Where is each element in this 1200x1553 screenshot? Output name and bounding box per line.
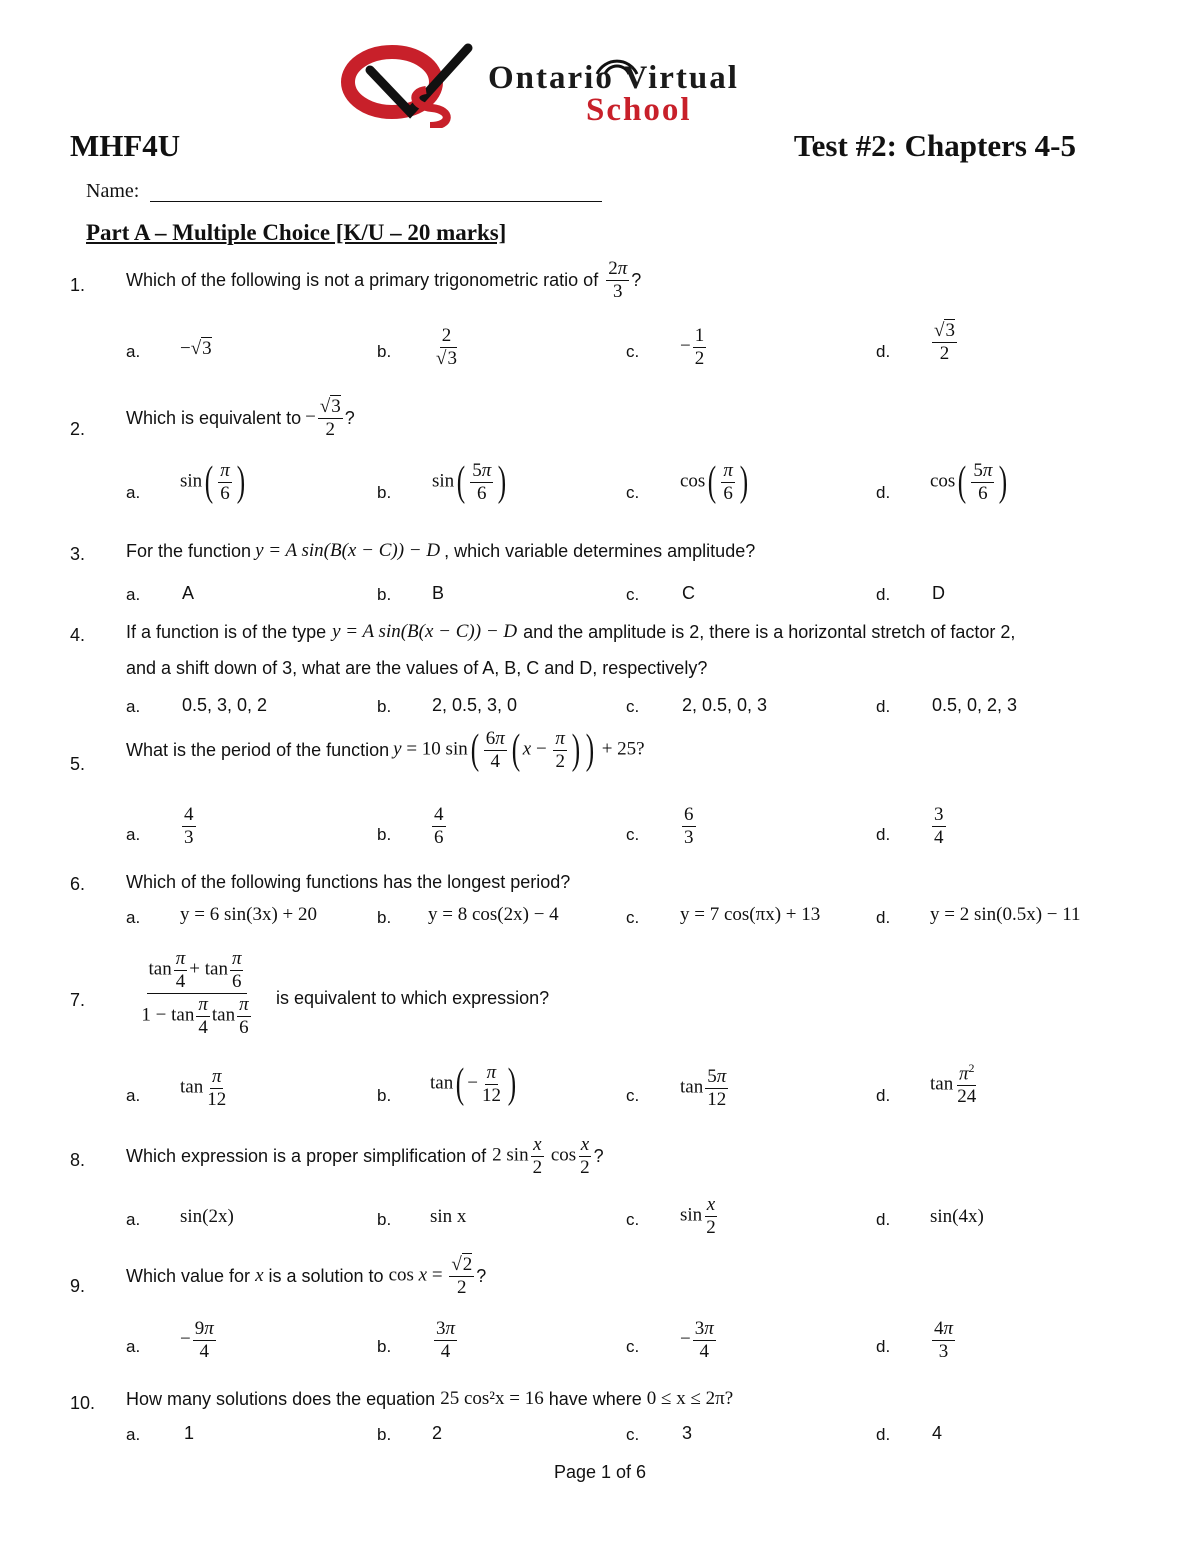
question-tail: ? xyxy=(344,407,355,428)
option-letter: a. xyxy=(126,1086,141,1105)
option-letter: c. xyxy=(626,908,640,927)
option-letter: a. xyxy=(126,825,141,844)
option-d[interactable]: $\frac{√3}{2}$ xyxy=(934,320,955,364)
question-math: − $\frac{√3}{2}$ xyxy=(305,396,341,440)
option-letter: a. xyxy=(126,1210,141,1229)
option-b[interactable]: $\frac{3\pi}{4}$ xyxy=(436,1318,456,1362)
option-a[interactable]: sin( $\frac{\pi}{6}$ ) xyxy=(180,459,245,506)
option-c[interactable]: C xyxy=(682,583,695,603)
option-letter: c. xyxy=(626,697,640,716)
question-number: 5. xyxy=(70,754,86,774)
option-letter: a. xyxy=(126,342,141,361)
ovs-logo-mark-icon xyxy=(340,42,490,128)
option-letter: d. xyxy=(876,825,891,844)
question-text: If a function is of the type xyxy=(126,621,327,642)
question-text: Which of the following is not a primary trigonometric ratio of xyxy=(126,269,599,290)
option-b[interactable]: $\frac{4}{6}$ xyxy=(434,804,444,848)
option-a[interactable]: A xyxy=(182,583,195,603)
option-a[interactable]: sin(2x) xyxy=(180,1206,234,1227)
option-d[interactable]: D xyxy=(932,583,945,603)
question-text: and the amplitude is 2, there is a horizontal stretch of factor 2, xyxy=(523,621,1016,642)
option-b[interactable]: $\frac{2}{√3}$ xyxy=(436,325,457,369)
question-9 xyxy=(126,1254,486,1299)
question-number: 4. xyxy=(70,625,86,645)
school-logo xyxy=(340,42,860,128)
option-c[interactable]: − $\frac{3\pi}{4}$ xyxy=(680,1318,714,1362)
test-title: Test #2: Chapters 4-5 xyxy=(793,128,1076,163)
question-1 xyxy=(126,258,641,303)
option-b[interactable]: tan( − $\frac{\pi}{12}$ ) xyxy=(430,1061,517,1108)
option-d[interactable]: cos( $\frac{5\pi}{6}$ ) xyxy=(930,459,1008,506)
option-letter: c. xyxy=(626,1425,640,1444)
option-a[interactable]: 0.5, 3, 0, 2 xyxy=(182,695,268,715)
question-text: Which is equivalent to xyxy=(126,407,302,428)
option-letter: c. xyxy=(626,1086,640,1105)
option-letter: b. xyxy=(377,342,392,361)
question-text: have where xyxy=(548,1388,642,1409)
option-a[interactable]: −√3 xyxy=(180,338,212,359)
question-math: cos x = $\frac{√2}{2}$ xyxy=(388,1254,473,1298)
page-number: Page 1 of 6 xyxy=(553,1462,647,1482)
option-letter: b. xyxy=(377,908,392,927)
option-d[interactable]: y = 2 sin(0.5x) − 11 xyxy=(930,904,1081,925)
question-math: $\frac{2\pi}{3}$ xyxy=(608,258,628,302)
option-c[interactable]: y = 7 cos(πx) + 13 xyxy=(680,904,821,925)
option-letter: c. xyxy=(626,483,640,502)
part-heading: Part A – Multiple Choice [K/U – 20 marks] xyxy=(86,220,507,245)
option-c[interactable]: tan $\frac{5\pi}{12}$ xyxy=(680,1066,727,1110)
question-math: 2 sin $\frac{x}{2}$ cos $\frac{x}{2}$ xyxy=(492,1134,590,1178)
option-letter: a. xyxy=(126,908,141,927)
option-b[interactable]: 2 xyxy=(432,1423,443,1443)
option-letter: b. xyxy=(377,697,392,716)
option-a[interactable]: − $\frac{9\pi}{4}$ xyxy=(180,1318,214,1362)
question-text: is equivalent to which expression? xyxy=(276,988,550,1008)
option-d[interactable]: 0.5, 0, 2, 3 xyxy=(932,695,1018,715)
fraction-numerator: tan $\frac{\pi}{4}$ + tan $\frac{\pi}{6}$ xyxy=(147,948,248,994)
option-letter: b. xyxy=(377,1210,392,1229)
question-text: What is the period of the function xyxy=(126,739,390,760)
question-number: 8. xyxy=(70,1150,86,1170)
option-a[interactable]: 1 xyxy=(184,1423,195,1443)
question-3 xyxy=(126,540,755,562)
question-math: y = 10 sin( $\frac{6\pi}{4}$ ( x − $\frac{\pi}{2}$ ) ) + 25? xyxy=(393,727,645,774)
question-tail: ? xyxy=(631,269,642,290)
question-text: For the function xyxy=(126,540,252,561)
question-number: 2. xyxy=(70,419,86,439)
question-math: y = A sin(B(x − C)) − D xyxy=(332,621,518,642)
question-2 xyxy=(126,396,355,441)
option-letter: b. xyxy=(377,825,392,844)
question-6: Which of the following functions has the longest period? xyxy=(126,872,571,892)
option-a[interactable]: y = 6 sin(3x) + 20 xyxy=(180,904,318,925)
option-letter: c. xyxy=(626,585,640,604)
option-letter: d. xyxy=(876,1337,891,1356)
question-number: 7. xyxy=(70,990,86,1010)
option-c[interactable]: $\frac{6}{3}$ xyxy=(684,804,694,848)
question-math: 25 cos²x = 16 xyxy=(440,1388,544,1409)
option-letter: c. xyxy=(626,825,640,844)
option-letter: b. xyxy=(377,1337,392,1356)
question-text: is a solution to xyxy=(268,1265,384,1286)
option-letter: d. xyxy=(876,1425,891,1444)
question-8 xyxy=(126,1134,604,1179)
question-number: 9. xyxy=(70,1276,86,1296)
option-letter: b. xyxy=(377,585,392,604)
option-letter: b. xyxy=(377,1086,392,1105)
option-letter: b. xyxy=(377,483,392,502)
question-text-line-2: and a shift down of 3, what are the values of A, B, C and D, respectively? xyxy=(126,658,708,678)
option-letter: b. xyxy=(377,1425,392,1444)
logo-line-1: Ontario Virtual xyxy=(488,60,739,96)
option-d[interactable]: 4 xyxy=(932,1423,943,1443)
option-b[interactable]: sin( $\frac{5\pi}{6}$ ) xyxy=(432,459,507,506)
option-letter: d. xyxy=(876,1210,891,1229)
question-tail: ? xyxy=(593,1145,604,1166)
option-letter: a. xyxy=(126,1337,141,1356)
question-text: How many solutions does the equation xyxy=(126,1388,436,1409)
option-letter: d. xyxy=(876,342,891,361)
option-c[interactable]: 3 xyxy=(682,1423,693,1443)
question-number: 1. xyxy=(70,275,86,295)
question-text: Which value for xyxy=(126,1265,251,1286)
option-c[interactable]: sin $\frac{x}{2}$ xyxy=(680,1194,716,1238)
option-a[interactable]: $\frac{4}{3}$ xyxy=(184,804,194,848)
question-math: 0 ≤ x ≤ 2π? xyxy=(646,1388,734,1409)
option-letter: a. xyxy=(126,697,141,716)
question-number: 3. xyxy=(70,544,86,564)
question-math: y = A sin(B(x − C)) − D xyxy=(255,540,441,561)
option-letter: a. xyxy=(126,483,141,502)
option-d[interactable]: $\frac{3}{4}$ xyxy=(934,804,944,848)
name-label: Name: xyxy=(86,180,140,202)
option-b[interactable]: B xyxy=(432,583,445,603)
question-variable: x xyxy=(255,1265,264,1287)
option-b[interactable]: 2, 0.5, 3, 0 xyxy=(432,695,518,715)
question-7-math xyxy=(126,948,268,1038)
option-letter: c. xyxy=(626,1210,640,1229)
option-letter: c. xyxy=(626,1337,640,1356)
question-4 xyxy=(126,621,1015,643)
logo-line-2: School xyxy=(586,92,692,128)
course-code: MHF4U xyxy=(70,128,181,163)
option-a[interactable]: tan $\frac{\pi}{12}$ xyxy=(180,1066,227,1110)
option-c[interactable]: 2, 0.5, 0, 3 xyxy=(682,695,768,715)
option-b[interactable]: sin x xyxy=(430,1206,467,1227)
option-b[interactable]: y = 8 cos(2x) − 4 xyxy=(428,904,559,925)
option-letter: d. xyxy=(876,697,891,716)
fraction-denominator: 1 − tan $\frac{\pi}{4}$ tan $\frac{\pi}{6}$ xyxy=(141,993,249,1038)
option-c[interactable]: − $\frac{1}{2}$ xyxy=(680,325,705,369)
option-d[interactable]: $\frac{4\pi}{3}$ xyxy=(934,1318,954,1362)
option-d[interactable]: sin(4x) xyxy=(930,1206,984,1227)
option-letter: d. xyxy=(876,483,891,502)
option-letter: c. xyxy=(626,342,640,361)
question-10 xyxy=(126,1388,733,1410)
question-tail: ? xyxy=(476,1265,487,1286)
question-number: 10. xyxy=(70,1393,96,1413)
option-letter: a. xyxy=(126,585,141,604)
option-c[interactable]: cos( $\frac{\pi}{6}$ ) xyxy=(680,459,749,506)
option-letter: d. xyxy=(876,1086,891,1105)
option-letter: a. xyxy=(126,1425,141,1444)
option-letter: d. xyxy=(876,908,891,927)
option-letter: d. xyxy=(876,585,891,604)
name-field[interactable] xyxy=(150,200,602,202)
question-text: Which expression is a proper simplification of xyxy=(126,1145,487,1166)
option-d[interactable]: tan $\frac{\pi^2}{24}$ xyxy=(930,1061,977,1108)
question-text: , which variable determines amplitude? xyxy=(444,540,756,561)
question-number: 6. xyxy=(70,874,86,894)
question-5 xyxy=(126,728,645,773)
